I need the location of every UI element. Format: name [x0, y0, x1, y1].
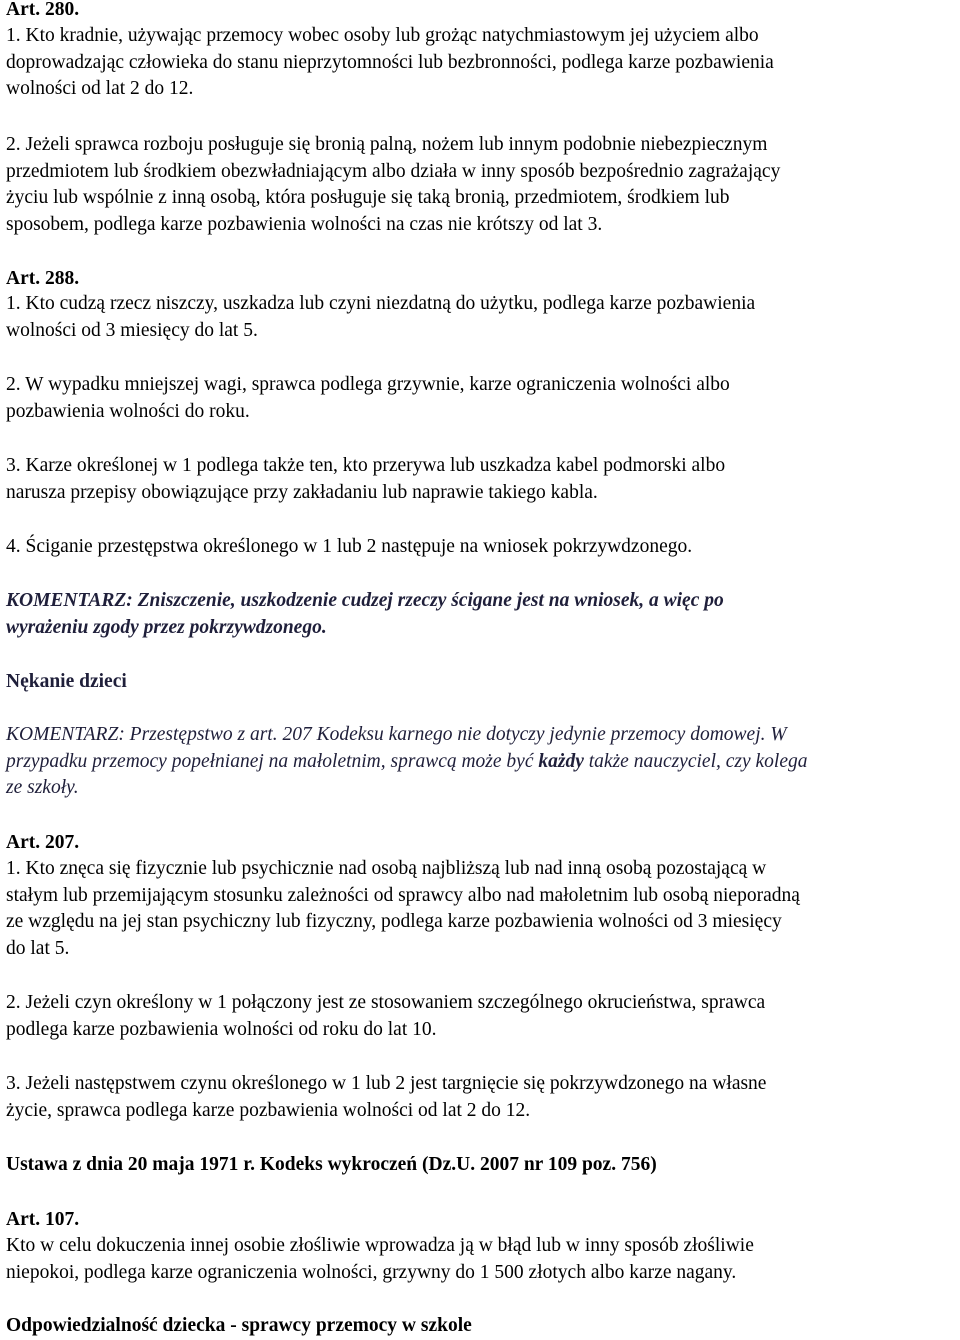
text-line: 1. Kto znęca się fizycznie lub psychicznie nad osobą najbliższą lub nad inną osobą pozostającą w — [6, 858, 767, 879]
section-heading-odpowiedzialnosc: Odpowiedzialność dziecka - sprawcy przemocy w szkole — [6, 1315, 472, 1336]
text-line: ze względu na jej stan psychiczny lub fizyczny, podlega karze pozbawienia wolności od 3 miesięcy — [6, 911, 782, 933]
text-line: do lat 5. — [6, 937, 70, 959]
text-line: podlega karze pozbawienia wolności od roku do lat 10. — [6, 1018, 437, 1040]
art-207-paragraph-2 — [6, 990, 958, 1043]
text-line: niepokoi, podlega karze ograniczenia wolności, grzywny do 1 500 złotych albo karze nagany. — [6, 1261, 737, 1283]
text-line: 2. W wypadku mniejszej wagi, sprawca podlega grzywnie, karze ograniczenia wolności albo — [6, 374, 730, 395]
art-280-heading: Art. 280. — [6, 0, 80, 20]
art-288-paragraph-3 — [6, 453, 958, 506]
art-207-paragraph-1 — [6, 856, 958, 962]
art-288-heading: Art. 288. — [6, 268, 80, 289]
statute-heading: Ustawa z dnia 20 maja 1971 r. Kodeks wykroczeń (Dz.U. 2007 nr 109 poz. 756) — [6, 1154, 657, 1175]
text-line: 1. Kto kradnie, używając przemocy wobec osoby lub grożąc natychmiastowym jej użyciem albo — [6, 25, 759, 46]
nekanie-comment — [6, 722, 958, 802]
text-line: życie, sprawca podlega karze pozbawienia wolności od lat 2 do 12. — [6, 1099, 531, 1121]
text-line: ze szkoły. — [6, 777, 79, 799]
art-288-paragraph-1 — [6, 291, 958, 344]
text-line: KOMENTARZ: Zniszczenie, uszkodzenie cudzej rzeczy ścigane jest na wniosek, a więc po — [6, 590, 724, 611]
text-line — [6, 749, 958, 776]
art-280-paragraph-2 — [6, 132, 958, 238]
art-288-paragraph-2 — [6, 372, 958, 425]
text-line: narusza przepisy obowiązujące przy zakładaniu lub naprawie takiego kabla. — [6, 481, 598, 503]
text-span: także nauczyciel, czy kolega — [583, 750, 808, 772]
text-line: sposobem, podlega karze pozbawienia wolności na czas nie krótszy od lat 3. — [6, 213, 603, 235]
text-line: pozbawienia wolności do roku. — [6, 400, 250, 422]
art-288-paragraph-4 — [6, 534, 958, 561]
text-line: Kto w celu dokuczenia innej osobie złośliwie wprowadza ją w błąd lub w inny sposób złośliwie — [6, 1235, 754, 1256]
text-line: KOMENTARZ: Przestępstwo z art. 207 Kodeksu karnego nie dotyczy jedynie przemocy domowej. W — [6, 724, 787, 745]
text-line: 1. Kto cudzą rzecz niszczy, uszkadza lub czyni niezdatną do użytku, podlega karze pozbawienia — [6, 293, 756, 314]
section-heading-nekanie: Nękanie dzieci — [6, 671, 127, 692]
text-line: życiu lub wspólnie z inną osobą, która posługuje się taką bronią, przedmiotem, środkiem lub — [6, 187, 730, 209]
art-288-comment — [6, 588, 958, 641]
text-line: 2. Jeżeli czyn określony w 1 połączony jest ze stosowaniem szczególnego okrucieństwa, sprawca — [6, 992, 766, 1013]
art-107-heading: Art. 107. — [6, 1209, 80, 1230]
text-line: wolności od 3 miesięcy do lat 5. — [6, 319, 258, 341]
art-207-paragraph-3 — [6, 1071, 958, 1124]
text-line: 3. Karze określonej w 1 podlega także ten, kto przerywa lub uszkadza kabel podmorski albo — [6, 455, 726, 476]
text-span: przypadku przemocy popełnianej na małoletnim, sprawcą może być — [6, 750, 539, 772]
text-line: wolności od lat 2 do 12. — [6, 78, 194, 100]
art-280-paragraph-1 — [6, 23, 958, 103]
art-207-heading: Art. 207. — [6, 832, 80, 853]
text-line: wyrażeniu zgody przez pokrzywdzonego. — [6, 616, 327, 638]
text-line: 2. Jeżeli sprawca rozboju posługuje się bronią palną, nożem lub innym podobnie niebezpiecznym — [6, 134, 768, 155]
text-line: doprowadzając człowieka do stanu nieprzytomności lub bezbronności, podlega karze pozbawienia — [6, 51, 774, 73]
text-line: przedmiotem lub środkiem obezwładniającym albo działa w inny sposób bezpośrednio zagrażający — [6, 160, 781, 182]
text-line: 3. Jeżeli następstwem czynu określonego w 1 lub 2 jest targnięcie się pokrzywdzonego na własne — [6, 1073, 767, 1094]
emphasis-text: każdy — [538, 750, 584, 772]
text-line: 4. Ściganie przestępstwa określonego w 1 lub 2 następuje na wniosek pokrzywdzonego. — [6, 536, 693, 557]
art-107-paragraph — [6, 1233, 958, 1286]
text-line: stałym lub przemijającym stosunku zależności od sprawcy albo nad małoletnim lub osobą nieporadną — [6, 884, 800, 906]
